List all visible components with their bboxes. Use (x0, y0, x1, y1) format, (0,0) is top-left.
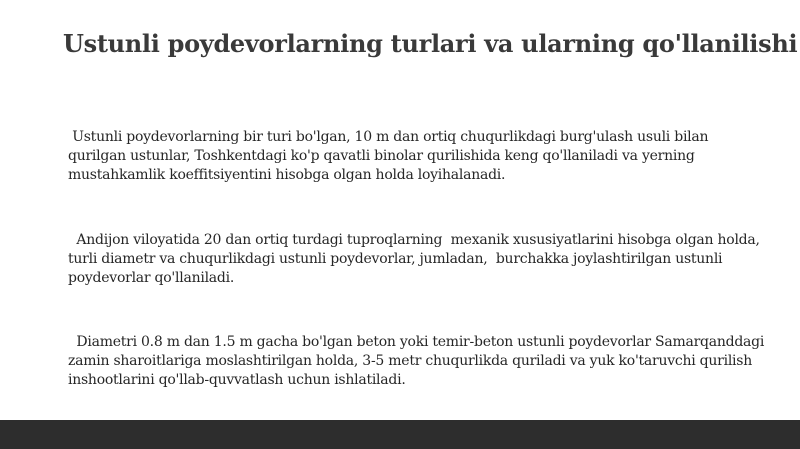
bottom-bar (0, 420, 800, 449)
paragraph-samarkand: Diametri 0.8 m dan 1.5 m gacha bo'lgan beton yoki temir-beton ustunli poydevorlar Samarqanddagi zamin sharoitlariga moslashtirilgan holda, 3-5 metr chuqurlikda quriladi va yuk ko'taruvchi qurilish inshootlarini qo'llab-quvvatlash uchun ishlatiladi. (68, 334, 769, 388)
paragraph-andijan: Andijon viloyatida 20 dan ortiq turdagi tuproqlarning mexanik xususiyatlarini hisobga olgan holda, turli diametr va chuqurlikdagi ustunli poydevorlar, jumladan, burchakka joylashtirilgan ustunli poydevorlar qo'llaniladi. (68, 232, 764, 286)
paragraph-tashkent: Ustunli poydevorlarning bir turi bo'lgan, 10 m dan ortiq chuqurlikdagi burg'ulash usuli bilan qurilgan ustunlar, Toshkentdagi ko'p qavatli binolar qurilishida keng qo'llaniladi va yerning mustahkamlik koeffitsiyentini hisobga olgan holda loyihalanadi. (68, 129, 713, 183)
slide-title: Ustunli poydevorlarning turlari va ularning qo'llanilishi (63, 29, 798, 58)
